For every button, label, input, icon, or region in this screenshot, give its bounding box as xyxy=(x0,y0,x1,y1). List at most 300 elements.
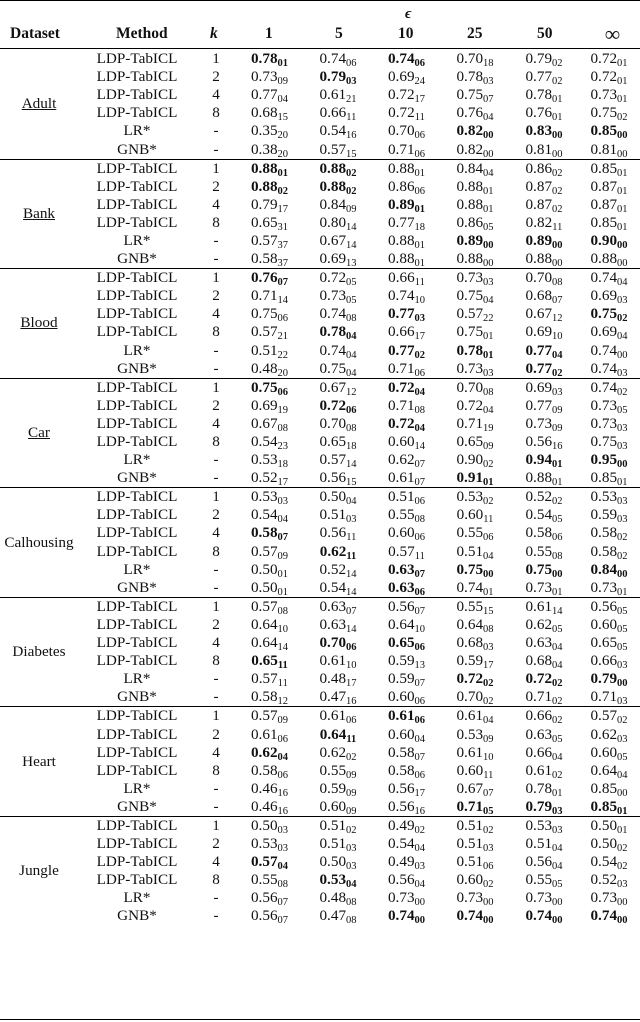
value-cell: $0.73_{09}$ xyxy=(250,68,289,88)
value-cell: $0.73_{09}$ xyxy=(525,414,563,434)
value-cell: $0.38_{20}$ xyxy=(250,140,289,160)
value-cell: $0.88_{00}$ xyxy=(590,250,628,270)
value-cell: $0.75_{02}$ xyxy=(590,305,628,325)
value-cell: $0.88_{00}$ xyxy=(525,250,563,270)
value-cell: $0.58_{06}$ xyxy=(387,761,426,781)
value-cell: $0.88_{01}$ xyxy=(456,195,494,215)
value-cell: $0.46_{16}$ xyxy=(250,779,289,799)
table-row xyxy=(0,579,640,598)
value-cell: $0.70_{06}$ xyxy=(387,122,426,142)
value-cell: $0.72_{17}$ xyxy=(387,86,426,106)
value-cell: $0.85_{00}$ xyxy=(590,122,628,142)
value-cell: $0.80_{14}$ xyxy=(319,213,357,233)
value-cell: $0.63_{04}$ xyxy=(525,634,563,654)
value-cell: $0.65_{18}$ xyxy=(319,433,357,453)
value-cell: $0.70_{08}$ xyxy=(319,414,357,434)
value-cell: $0.57_{22}$ xyxy=(456,305,494,325)
value-cell: $0.71_{14}$ xyxy=(250,287,289,307)
value-cell: $0.73_{03}$ xyxy=(456,359,494,379)
value-cell: $0.53_{03}$ xyxy=(510,816,578,835)
value-cell: $0.84_{04}$ xyxy=(440,159,510,178)
k-cell: - xyxy=(213,140,219,158)
method-cell: LDP-TabICL xyxy=(96,542,178,560)
value-cell: $0.72_{02}$ xyxy=(456,670,494,690)
value-cell: $0.74_{00}$ xyxy=(387,907,426,927)
value-cell: $0.56_{15}$ xyxy=(319,469,357,489)
value-cell: $0.75_{01}$ xyxy=(456,323,494,343)
value-cell: $0.75_{02}$ xyxy=(590,104,628,124)
value-cell: $0.67_{07}$ xyxy=(456,779,494,799)
table-row xyxy=(0,798,640,817)
value-cell: $0.88_{01}$ xyxy=(373,159,440,178)
value-cell: $0.64_{04}$ xyxy=(590,761,628,781)
value-cell: $0.55_{06}$ xyxy=(456,524,494,544)
value-cell: $0.63_{07}$ xyxy=(303,597,373,616)
value-cell: $0.75_{00}$ xyxy=(525,560,563,580)
value-cell: $0.62_{04}$ xyxy=(250,743,289,763)
value-cell: $0.75_{06}$ xyxy=(250,305,289,325)
value-cell: $0.56_{07}$ xyxy=(373,597,440,616)
table-row xyxy=(0,50,640,68)
method-cell: GNB* xyxy=(117,907,157,925)
value-cell: $0.74_{06}$ xyxy=(319,50,357,70)
value-cell: $0.54_{16}$ xyxy=(319,122,357,142)
k-cell: 2 xyxy=(212,835,220,853)
value-cell: $0.61_{02}$ xyxy=(525,761,563,781)
value-cell: $0.90_{00}$ xyxy=(590,231,628,251)
value-cell: $0.58_{07}$ xyxy=(250,524,289,544)
method-cell: LDP-TabICL xyxy=(96,433,178,451)
method-cell: LDP-TabICL xyxy=(96,414,178,432)
value-cell: $0.57_{11}$ xyxy=(251,670,288,690)
dataset-group xyxy=(0,488,640,598)
dataset-name: Diabetes xyxy=(0,597,78,707)
value-cell: $0.57_{37}$ xyxy=(250,231,289,251)
k-cell: 1 xyxy=(196,378,236,397)
value-cell: $0.76_{04}$ xyxy=(456,104,494,124)
value-cell: $0.84_{00}$ xyxy=(590,560,628,580)
value-cell: $0.59_{07}$ xyxy=(387,670,426,690)
value-cell: $0.61_{21}$ xyxy=(319,86,357,106)
value-cell: $0.68_{07}$ xyxy=(525,287,563,307)
k-cell: - xyxy=(213,889,219,907)
method-cell: LDP-TabICL xyxy=(78,488,196,507)
value-cell: $0.88_{01}$ xyxy=(387,250,426,270)
value-cell: $0.61_{10}$ xyxy=(456,743,494,763)
value-cell: $0.67_{14}$ xyxy=(319,231,357,251)
k-cell: 4 xyxy=(212,634,220,652)
value-cell: $0.65_{06}$ xyxy=(387,634,426,654)
k-cell: 8 xyxy=(212,213,220,231)
value-cell: $0.59_{13}$ xyxy=(387,652,426,672)
value-cell: $0.56_{16}$ xyxy=(525,433,563,453)
table-row xyxy=(0,670,640,688)
table-row xyxy=(0,543,640,561)
method-cell: LDP-TabICL xyxy=(96,634,178,652)
value-cell: $0.60_{11}$ xyxy=(456,506,494,526)
dataset-name: Bank xyxy=(0,159,78,269)
dataset-name: Adult xyxy=(21,95,57,113)
method-cell: GNB* xyxy=(117,140,157,158)
value-cell: $0.78_{03}$ xyxy=(456,68,494,88)
value-cell: $0.79_{03}$ xyxy=(525,797,563,817)
k-cell: 1 xyxy=(196,269,236,288)
value-cell: $0.53_{04}$ xyxy=(319,871,357,891)
value-cell: $0.82_{00}$ xyxy=(456,122,494,142)
table-row xyxy=(0,871,640,889)
value-cell: $0.53_{03}$ xyxy=(236,488,303,507)
dataset-name: Car xyxy=(0,378,78,488)
value-cell: $0.69_{03}$ xyxy=(590,287,628,307)
value-cell: $0.51_{06}$ xyxy=(373,488,440,507)
value-cell: $0.77_{04}$ xyxy=(525,341,563,361)
value-cell: $0.50_{01}$ xyxy=(250,578,289,598)
value-cell: $0.47_{16}$ xyxy=(319,688,357,708)
value-cell: $0.62_{07}$ xyxy=(387,451,426,471)
value-cell: $0.66_{17}$ xyxy=(387,323,426,343)
value-cell: $0.78_{01}$ xyxy=(525,86,563,106)
value-cell: $0.61_{07}$ xyxy=(387,469,426,489)
value-cell: $0.73_{00}$ xyxy=(456,889,494,909)
k-cell: 4 xyxy=(212,195,220,213)
k-cell: 2 xyxy=(212,68,220,86)
value-cell: $0.87_{01}$ xyxy=(590,177,628,197)
value-cell: $0.58_{02}$ xyxy=(590,542,628,562)
value-cell: $0.78_{01}$ xyxy=(525,779,563,799)
value-cell: $0.72_{11}$ xyxy=(388,104,425,124)
value-cell: $0.71_{19}$ xyxy=(456,414,494,434)
k-cell: 2 xyxy=(212,177,220,195)
value-cell: $0.54_{04}$ xyxy=(250,506,289,526)
value-cell: $0.72_{06}$ xyxy=(319,396,357,416)
value-cell: $0.87_{02}$ xyxy=(525,195,563,215)
value-cell: $0.54_{23}$ xyxy=(250,433,289,453)
value-cell: $0.60_{06}$ xyxy=(387,524,426,544)
value-cell: $0.94_{01}$ xyxy=(525,451,563,471)
value-cell: $0.74_{03}$ xyxy=(590,359,628,379)
table-row xyxy=(0,853,640,871)
table-row xyxy=(0,214,640,232)
method-cell: LDP-TabICL xyxy=(96,761,178,779)
value-cell: $0.78_{01}$ xyxy=(456,341,494,361)
method-cell: LDP-TabICL xyxy=(96,104,178,122)
method-cell: LDP-TabICL xyxy=(96,50,178,68)
table-row xyxy=(0,506,640,524)
value-cell: $0.56_{11}$ xyxy=(319,524,357,544)
method-cell: LDP-TabICL xyxy=(96,177,178,195)
table-row xyxy=(0,780,640,798)
value-cell: $0.52_{02}$ xyxy=(510,488,578,507)
value-cell: $0.74_{00}$ xyxy=(590,907,628,927)
k-cell: - xyxy=(213,670,219,688)
value-cell: $0.70_{08}$ xyxy=(440,378,510,397)
k-cell: 4 xyxy=(212,414,220,432)
value-cell: $0.88_{02}$ xyxy=(250,177,289,197)
value-cell: $0.60_{05}$ xyxy=(590,743,628,763)
value-cell: $0.74_{10}$ xyxy=(387,287,426,307)
dataset-group xyxy=(0,597,640,707)
k-cell: - xyxy=(213,341,219,359)
value-cell: $0.48_{20}$ xyxy=(250,359,289,379)
k-cell: 1 xyxy=(196,488,236,507)
k-cell: 2 xyxy=(212,506,220,524)
value-cell: $0.72_{04}$ xyxy=(456,396,494,416)
value-cell: $0.66_{02}$ xyxy=(510,707,578,726)
value-cell: $0.51_{04}$ xyxy=(456,542,494,562)
value-cell: $0.73_{00}$ xyxy=(525,889,563,909)
k-cell: 4 xyxy=(212,305,220,323)
value-cell: $0.50_{03}$ xyxy=(236,816,303,835)
value-cell: $0.56_{05}$ xyxy=(578,597,640,616)
value-cell: $0.88_{02}$ xyxy=(303,159,373,178)
eps-1-header: 1 xyxy=(265,25,273,42)
k-cell: 4 xyxy=(212,86,220,104)
value-cell: $0.65_{31}$ xyxy=(250,213,289,233)
value-cell: $0.51_{06}$ xyxy=(456,853,494,873)
value-cell: $0.46_{16}$ xyxy=(250,797,289,817)
value-cell: $0.51_{22}$ xyxy=(250,341,289,361)
table-row xyxy=(0,816,640,835)
value-cell: $0.66_{04}$ xyxy=(525,743,563,763)
table-row xyxy=(0,707,640,726)
value-cell: $0.64_{10}$ xyxy=(387,615,426,635)
value-cell: $0.85_{01}$ xyxy=(578,159,640,178)
value-cell: $0.64_{11}$ xyxy=(319,725,357,745)
k-cell: - xyxy=(213,469,219,487)
table-row xyxy=(0,397,640,415)
value-cell: $0.82_{00}$ xyxy=(456,140,494,160)
value-cell: $0.49_{03}$ xyxy=(387,853,426,873)
value-cell: $0.81_{00}$ xyxy=(590,140,628,160)
table-row xyxy=(0,835,640,853)
value-cell: $0.75_{06}$ xyxy=(236,378,303,397)
method-cell: LDP-TabICL xyxy=(96,305,178,323)
value-cell: $0.87_{01}$ xyxy=(590,195,628,215)
method-cell: LDP-TabICL xyxy=(96,725,178,743)
k-cell: - xyxy=(213,688,219,706)
value-cell: $0.88_{01}$ xyxy=(387,231,426,251)
value-cell: $0.74_{02}$ xyxy=(578,378,640,397)
k-cell: - xyxy=(213,578,219,596)
value-cell: $0.71_{06}$ xyxy=(387,359,426,379)
value-cell: $0.74_{00}$ xyxy=(456,907,494,927)
value-cell: $0.77_{03}$ xyxy=(387,305,426,325)
value-cell: $0.53_{02}$ xyxy=(440,488,510,507)
value-cell: $0.95_{00}$ xyxy=(590,451,628,471)
k-cell: 8 xyxy=(212,761,220,779)
value-cell: $0.73_{03}$ xyxy=(590,414,628,434)
value-cell: $0.53_{09}$ xyxy=(456,725,494,745)
table-row xyxy=(0,122,640,140)
k-cell: - xyxy=(213,907,219,925)
value-cell: $0.60_{14}$ xyxy=(387,433,426,453)
value-cell: $0.58_{02}$ xyxy=(590,524,628,544)
value-cell: $0.73_{05}$ xyxy=(319,287,357,307)
table-row xyxy=(0,488,640,507)
value-cell: $0.67_{12}$ xyxy=(303,378,373,397)
method-cell: LDP-TabICL xyxy=(78,269,196,288)
k-cell: 2 xyxy=(212,725,220,743)
value-cell: $0.85_{01}$ xyxy=(590,213,628,233)
value-cell: $0.83_{00}$ xyxy=(525,122,563,142)
value-cell: $0.57_{08}$ xyxy=(236,597,303,616)
value-cell: $0.50_{01}$ xyxy=(578,816,640,835)
value-cell: $0.90_{02}$ xyxy=(456,451,494,471)
value-cell: $0.76_{07}$ xyxy=(236,269,303,288)
value-cell: $0.82_{11}$ xyxy=(525,213,563,233)
value-cell: $0.55_{09}$ xyxy=(319,761,357,781)
table-row xyxy=(0,469,640,488)
value-cell: $0.72_{04}$ xyxy=(373,378,440,397)
value-cell: $0.78_{04}$ xyxy=(319,323,357,343)
value-cell: $0.74_{08}$ xyxy=(319,305,357,325)
value-cell: $0.51_{03}$ xyxy=(456,835,494,855)
value-cell: $0.60_{06}$ xyxy=(387,688,426,708)
k-cell: 8 xyxy=(212,323,220,341)
value-cell: $0.50_{03}$ xyxy=(319,853,357,873)
table-row xyxy=(0,140,640,159)
value-cell: $0.53_{03}$ xyxy=(250,835,289,855)
value-cell: $0.63_{07}$ xyxy=(387,560,426,580)
value-cell: $0.75_{07}$ xyxy=(456,86,494,106)
method-header: Method xyxy=(116,25,168,42)
eps-5-header: 5 xyxy=(335,25,343,42)
table-row xyxy=(0,323,640,341)
method-cell: LR* xyxy=(123,451,151,469)
value-cell: $0.85_{00}$ xyxy=(590,779,628,799)
value-cell: $0.51_{03}$ xyxy=(319,835,357,855)
value-cell: $0.89_{00}$ xyxy=(525,231,563,251)
value-cell: $0.69_{04}$ xyxy=(590,323,628,343)
value-cell: $0.62_{11}$ xyxy=(319,542,357,562)
value-cell: $0.53_{03}$ xyxy=(578,488,640,507)
value-cell: $0.68_{15}$ xyxy=(250,104,289,124)
value-cell: $0.71_{02}$ xyxy=(525,688,563,708)
value-cell: $0.89_{00}$ xyxy=(456,231,494,251)
table-row xyxy=(0,250,640,269)
table-row xyxy=(0,597,640,616)
table-row xyxy=(0,378,640,397)
method-cell: LDP-TabICL xyxy=(78,816,196,835)
value-cell: $0.71_{03}$ xyxy=(590,688,628,708)
dataset-name: Heart xyxy=(0,707,78,817)
value-cell: $0.49_{02}$ xyxy=(373,816,440,835)
method-cell: LDP-TabICL xyxy=(96,652,178,670)
table-row xyxy=(0,907,640,925)
value-cell: $0.64_{14}$ xyxy=(250,634,289,654)
value-cell: $0.88_{02}$ xyxy=(319,177,357,197)
value-cell: $0.51_{04}$ xyxy=(525,835,563,855)
results-table xyxy=(0,50,640,926)
k-cell: 4 xyxy=(212,743,220,761)
value-cell: $0.71_{08}$ xyxy=(387,396,426,416)
value-cell: $0.57_{09}$ xyxy=(250,542,289,562)
method-cell: LDP-TabICL xyxy=(96,287,178,305)
dataset-group xyxy=(0,269,640,379)
value-cell: $0.74_{00}$ xyxy=(590,341,628,361)
value-cell: $0.57_{21}$ xyxy=(250,323,289,343)
value-cell: $0.65_{05}$ xyxy=(590,634,628,654)
value-cell: $0.50_{02}$ xyxy=(590,835,628,855)
method-cell: GNB* xyxy=(117,797,157,815)
value-cell: $0.73_{05}$ xyxy=(590,396,628,416)
table-row xyxy=(0,524,640,542)
value-cell: $0.79_{17}$ xyxy=(250,195,289,215)
method-cell: LDP-TabICL xyxy=(96,213,178,231)
dataset-header: Dataset xyxy=(10,25,60,42)
value-cell: $0.73_{01}$ xyxy=(590,86,628,106)
value-cell: $0.77_{04}$ xyxy=(250,86,289,106)
value-cell: $0.84_{09}$ xyxy=(319,195,357,215)
value-cell: $0.86_{06}$ xyxy=(387,177,426,197)
value-cell: $0.51_{03}$ xyxy=(319,506,357,526)
value-cell: $0.63_{06}$ xyxy=(387,578,426,598)
value-cell: $0.72_{01}$ xyxy=(590,68,628,88)
value-cell: $0.61_{10}$ xyxy=(319,652,357,672)
value-cell: $0.48_{08}$ xyxy=(319,889,357,909)
dataset-group xyxy=(0,378,640,488)
value-cell: $0.79_{00}$ xyxy=(590,670,628,690)
table-row xyxy=(0,178,640,196)
value-cell: $0.88_{01}$ xyxy=(525,469,563,489)
value-cell: $0.75_{04}$ xyxy=(456,287,494,307)
method-cell: LDP-TabICL xyxy=(78,597,196,616)
value-cell: $0.64_{08}$ xyxy=(456,615,494,635)
value-cell: $0.71_{05}$ xyxy=(456,797,494,817)
value-cell: $0.76_{01}$ xyxy=(525,104,563,124)
table-bottom-rule xyxy=(0,1019,640,1020)
value-cell: $0.81_{00}$ xyxy=(525,140,563,160)
method-cell: LR* xyxy=(123,779,151,797)
method-cell: GNB* xyxy=(117,359,157,377)
value-cell: $0.74_{01}$ xyxy=(456,578,494,598)
value-cell: $0.66_{11}$ xyxy=(373,269,440,288)
value-cell: $0.86_{05}$ xyxy=(456,213,494,233)
value-cell: $0.79_{03}$ xyxy=(319,68,357,88)
table-row xyxy=(0,433,640,451)
table-row xyxy=(0,561,640,579)
table-row xyxy=(0,269,640,288)
value-cell: $0.69_{19}$ xyxy=(250,396,289,416)
value-cell: $0.63_{05}$ xyxy=(525,725,563,745)
value-cell: $0.77_{18}$ xyxy=(387,213,426,233)
k-cell: 2 xyxy=(212,396,220,414)
value-cell: $0.54_{14}$ xyxy=(319,578,357,598)
table-row xyxy=(0,634,640,652)
method-cell: LDP-TabICL xyxy=(96,323,178,341)
value-cell: $0.60_{05}$ xyxy=(590,615,628,635)
table-row xyxy=(0,68,640,86)
value-cell: $0.75_{04}$ xyxy=(319,359,357,379)
table-row xyxy=(0,762,640,780)
value-cell: $0.85_{01}$ xyxy=(590,469,628,489)
k-cell: 2 xyxy=(212,615,220,633)
value-cell: $0.59_{03}$ xyxy=(590,506,628,526)
table-row xyxy=(0,688,640,707)
method-cell: GNB* xyxy=(117,250,157,268)
value-cell: $0.35_{20}$ xyxy=(250,122,289,142)
value-cell: $0.74_{04}$ xyxy=(578,269,640,288)
value-cell: $0.77_{02}$ xyxy=(525,68,563,88)
value-cell: $0.61_{06}$ xyxy=(250,725,289,745)
value-cell: $0.55_{05}$ xyxy=(525,871,563,891)
method-cell: LR* xyxy=(123,670,151,688)
value-cell: $0.58_{37}$ xyxy=(250,250,289,270)
value-cell: $0.77_{02}$ xyxy=(525,359,563,379)
value-cell: $0.74_{04}$ xyxy=(319,341,357,361)
value-cell: $0.91_{01}$ xyxy=(456,469,494,489)
value-cell: $0.71_{06}$ xyxy=(387,140,426,160)
